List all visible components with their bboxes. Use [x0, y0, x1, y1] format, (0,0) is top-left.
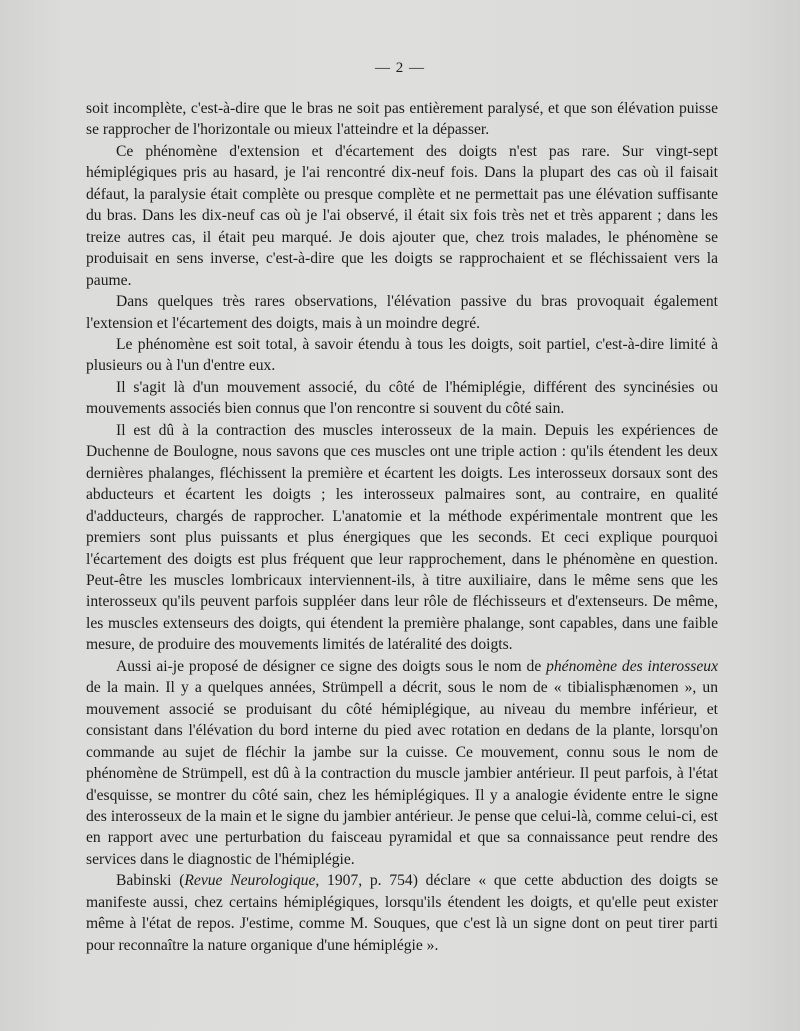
interosseous-term: phénomène des interosseux — [546, 657, 718, 675]
paragraph-7-start: Aussi ai-je proposé de désigner ce signe des doigts sous le nom de — [116, 657, 547, 675]
paragraph-7 — [86, 656, 718, 871]
paragraph-4: Le phénomène est soit total, à savoir étendu à tous les doigts, soit partiel, c'est-à-dire limité à plusieurs ou à l'un d'entre eux. — [86, 335, 718, 375]
paragraph-3: Dans quelques très rares observations, l'élévation passive du bras provoquait également l'extension et l'écartement des doigts, mais à un moindre degré. — [86, 293, 718, 332]
paragraph-8-rest: , 1907, p. 754) déclare « que cette abduction des doigts se manifeste aussi, chez certains hémiplégiques, lorsqu'ils étendent les doigts, et qu'elle peut exister même à l'état de repos. J'estime, comme M. Souques, que c'est là un signe dont on peut tirer parti pour reconnaître la nature organique d'une hémiplégie ». — [86, 872, 718, 954]
paragraph-2: Ce phénomène d'extension et d'écartement des doigts n'est pas rare. Sur vingt-sept hémiplégiques pris au hasard, je l'ai rencontré dix-neuf fois. Dans la plupart des cas où il faisait défaut, la paralysie était complète ou presque complète et ne permettait pas une élévation suffisante du bras. Dans les dix-neuf cas où je l'ai observé, il était six fois très net et très apparent ; dans les treize autres cas, il était peu marqué. Je dois ajouter que, chez trois malades, le phénomène se produisait en sens inverse, c'est-à-dire que les doigts se rapprochaient et se fléchissaient vers la paume. — [86, 142, 718, 289]
page-number: — 2 — — [375, 60, 425, 76]
paragraph-1: soit incomplète, c'est-à-dire que le bras ne soit pas entièrement paralysé, et que son élévation puisse se rapprocher de l'horizontale ou mieux l'atteindre et la dépasser. — [86, 100, 718, 139]
paragraph-8-start: Babinski ( — [116, 872, 185, 890]
paragraph-5: Il s'agit là d'un mouvement associé, du côté de l'hémiplégie, différent des syncinésies ou mouvements associés bien connus que l'on rencontre si souvent du côté sain. — [86, 378, 718, 418]
body-text — [86, 98, 718, 956]
paragraph-8 — [86, 870, 718, 956]
paragraph-6: Il est dû à la contraction des muscles interosseux de la main. Depuis les expériences de Duchenne de Boulogne, nous savons que ces muscles ont une triple action : qu'ils étendent les deux dernières phalanges, fléchissent la première et écartent les doigts. Les interosseux dorsaux sont des abducteurs et écartent les doigts ; les interosseux palmaires sont, au contraire, en qualité d'adducteurs, chargés de rapprocher. L'anatomie et la méthode expérimentale montrent que les premiers sont plus puissants et plus énergiques que les seconds. Et ceci explique pourquoi l'écartement des doigts est plus fréquent que leur rapprochement, dans le phénomène en question. Peut-être les muscles lombricaux interviennent-ils, à titre auxiliaire, dans le même sens que les interosseux qu'ils peuvent parfois suppléer dans leur rôle de fléchisseurs et d'extenseurs. De même, les muscles extenseurs des doigts, qui étendent la première phalange, sont capables, dans une faible mesure, de produire des mouvements limités de latéralité des doigts. — [86, 421, 718, 654]
journal-title: Revue Neurologique — [184, 872, 316, 890]
paragraph-7-rest: de la main. Il y a quelques années, Strümpell a décrit, sous le nom de « tibialisphænomen », un mouvement associé se produisant du côté hémiplégique, au niveau du membre inférieur, et consistant dans l'élévation du bord interne du pied avec rotation en dedans de la plante, lorsqu'on commande au sujet de fléchir la jambe sur la cuisse. Ce mouvement, connu sous le nom de phénomène de Strümpell, est dû à la contraction du muscle jambier antérieur. Il peut parfois, à l'état d'esquisse, se montrer du côté sain, chez les hémiplégiques. Il y a analogie évidente entre le signe des interosseux de la main et le signe du jambier antérieur. Je pense que celui-là, comme celui-ci, est en rapport avec une perturbation du faisceau pyramidal et que sa connaissance peut rendre des services dans le diagnostic de l'hémiplégie. — [86, 679, 718, 868]
